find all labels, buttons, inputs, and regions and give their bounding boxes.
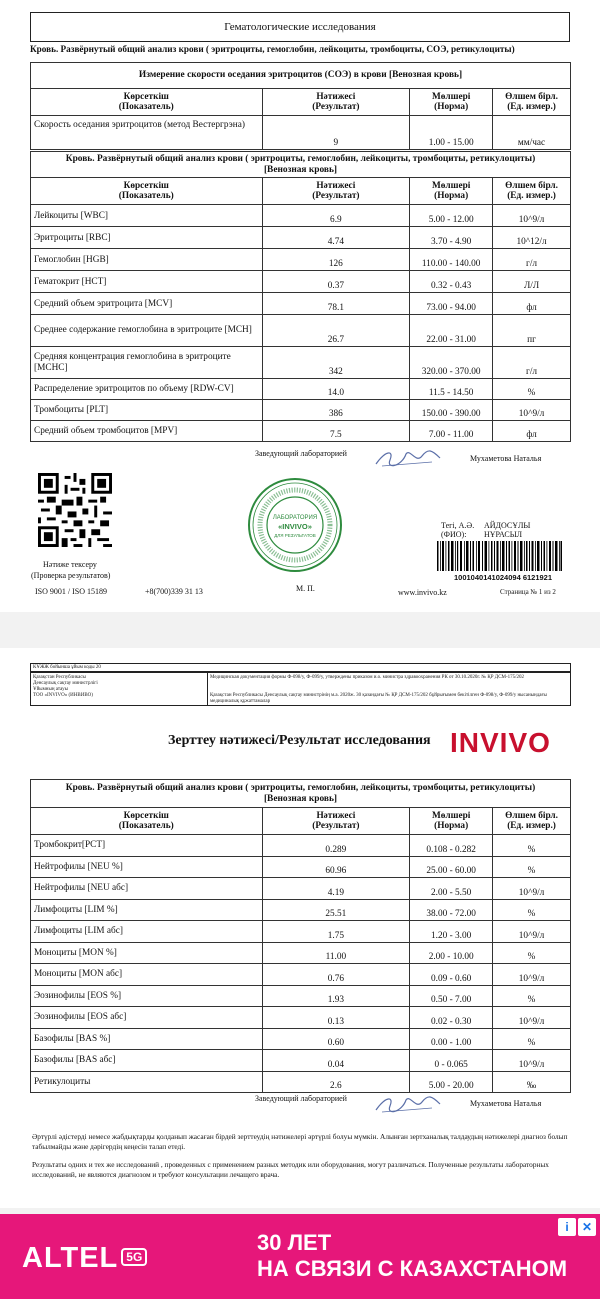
page-number: Страница № 1 из 2 bbox=[500, 588, 556, 596]
info-icon[interactable]: i bbox=[558, 1218, 576, 1236]
report-page-1 bbox=[0, 0, 600, 612]
blood-count-section-title-2: Кровь. Развёрнутый общий анализ крови ( эритроциты, гемоглобин, лейкоциты, тромбоциты, ретикулоциты) [Венозная кровь] bbox=[31, 780, 571, 808]
table-row: Нейтрофилы [NEU абс] 4.19 2.00 - 5.50 10^9/л bbox=[31, 878, 571, 900]
table-row: Тромбокрит[PCT] 0.289 0.108 - 0.282 % bbox=[31, 835, 571, 857]
head-of-lab-label-2: Заведующий лабораторией bbox=[255, 1094, 347, 1103]
patient-label-kz: Тегі, А.Ә. bbox=[441, 521, 475, 530]
head-of-lab-name: Мухаметова Наталья bbox=[470, 454, 542, 463]
table-row: Лимфоциты [LIM %] 25.51 38.00 - 72.00 % bbox=[31, 899, 571, 921]
head-of-lab-name-2: Мухаметова Наталья bbox=[470, 1099, 542, 1108]
table-row: Среднее содержание гемоглобина в эритроците [MCH] 26.7 22.00 - 31.00 пг bbox=[31, 315, 571, 347]
altel-logo: ALTEL 5G bbox=[22, 1242, 147, 1275]
svg-text:ДЛЯ РЕЗУЛЬТАТОВ: ДЛЯ РЕЗУЛЬТАТОВ bbox=[274, 533, 316, 538]
table-row: Лимфоциты [LIM абс] 1.75 1.20 - 3.00 10^9/л bbox=[31, 921, 571, 943]
qr-caption-ru: (Проверка результатов) bbox=[31, 571, 111, 580]
ad-headline-line1: 30 ЛЕТ bbox=[257, 1230, 332, 1255]
table-row: Моноциты [MON %] 11.00 2.00 - 10.00 % bbox=[31, 942, 571, 964]
barcode-image bbox=[437, 541, 562, 571]
table-row: Моноциты [MON абс] 0.76 0.09 - 0.60 10^9/л bbox=[31, 964, 571, 986]
table-row: Ретикулоциты 2.6 5.00 - 20.00 ‰ bbox=[31, 1071, 571, 1093]
table-row: Эозинофилы [EOS абс] 0.13 0.02 - 0.30 10^9/л bbox=[31, 1007, 571, 1029]
blood-count-section-title: Кровь. Развёрнутый общий анализ крови ( эритроциты, гемоглобин, лейкоциты, тромбоциты, ретикулоциты) [Венозная кровь] bbox=[31, 152, 571, 178]
soe-table bbox=[30, 62, 571, 150]
page-title: Гематологические исследования bbox=[30, 12, 570, 42]
soe-section-title: Измерение скорости оседания эритроцитов (СОЭ) в крови [Венозная кровь] bbox=[31, 63, 571, 89]
signature-image bbox=[372, 444, 444, 470]
table-row: Гематокрит [HCT] 0.37 0.32 - 0.43 Л/Л bbox=[31, 271, 571, 293]
table-row: Распределение эритроцитов по объему [RDW-CV] 14.0 11.5 - 14.50 % bbox=[31, 379, 571, 400]
table-row: Нейтрофилы [NEU %] 60.96 25.00 - 60.00 % bbox=[31, 856, 571, 878]
table-row: Средняя концентрация гемоглобина в эритроците [MCHC] 342 320.00 - 370.00 г/л bbox=[31, 347, 571, 379]
svg-text:«INVIVO»: «INVIVO» bbox=[278, 522, 312, 531]
ad-banner[interactable] bbox=[0, 1214, 600, 1299]
blood-count-table bbox=[30, 151, 571, 442]
disclaimer-kz: Әртүрлі әдістерді немесе жабдықтарды қолданып жасаған бірдей зерттеудің нәтижелері әртүрлі болуы мүмкін. Алынған зертханалық талдаудың нәтижелері диагноз болып табылмайды және дәрігердің кеңесін талап етеді. bbox=[32, 1132, 568, 1151]
phone-label: +8(700)339 31 13 bbox=[145, 587, 203, 596]
lab-stamp-image bbox=[247, 477, 343, 573]
head-of-lab-label: Заведующий лабораторией bbox=[255, 449, 347, 458]
stamp-place-label: М. П. bbox=[296, 584, 315, 593]
table-header-row: Көрсеткіш (Показатель) Нәтижесі (Результат) Мөлшері (Норма) Өлшем бірл. (Ед. измер.) bbox=[31, 178, 571, 205]
barcode-number: 1001040141024094 6121921 bbox=[454, 573, 553, 582]
ad-headline-line2: НА СВЯЗИ С КАЗАХСТАНОМ bbox=[257, 1256, 568, 1281]
table-row: Средний объем эритроцита [MCV] 78.1 73.00 - 94.00 фл bbox=[31, 293, 571, 315]
blood-count-table-2 bbox=[30, 779, 571, 1093]
table-row: Лейкоциты [WBC] 6.9 5.00 - 12.00 10^9/л bbox=[31, 205, 571, 227]
table-row: Средний объем тромбоцитов [MPV] 7.5 7.00 - 11.00 фл bbox=[31, 421, 571, 442]
table-row: Эозинофилы [EOS %] 1.93 0.50 - 7.00 % bbox=[31, 985, 571, 1007]
table-row: Базофилы [BAS абс] 0.04 0 - 0.065 10^9/л bbox=[31, 1050, 571, 1072]
table-row: Базофилы [BAS %] 0.60 0.00 - 1.00 % bbox=[31, 1028, 571, 1050]
table-row: Тромбоциты [PLT] 386 150.00 - 390.00 10^9/л bbox=[31, 400, 571, 421]
iso-label: ISO 9001 / ISO 15189 bbox=[35, 587, 108, 596]
disclaimer-ru: Результаты одних и тех же исследований , проведенных с применением разных методик или оборудования, могут различаться. Полученные результаты лабораторных исследований, не являются диагнозом и требуют консультации лечащего врача. bbox=[32, 1160, 549, 1179]
table-row: Гемоглобин [HGB] 126 110.00 - 140.00 г/л bbox=[31, 249, 571, 271]
form-code: КҰЖЖ бойынша ұйым коды 20 bbox=[33, 665, 101, 670]
analysis-subtitle: Кровь. Развёрнутый общий анализ крови ( эритроциты, гемоглобин, лейкоциты, тромбоциты, СОЭ, ретикулоциты) bbox=[30, 44, 515, 54]
table-header-row: Көрсеткіш (Показатель) Нәтижесі (Результат) Мөлшері (Норма) Өлшем бірл. (Ед. измер.) bbox=[31, 89, 571, 116]
qr-caption-kz: Нәтиже тексеру bbox=[43, 560, 97, 569]
document-approval-block: Медицинская документация формы Ф-098/у, Ф-099/у, утверждены приказом и.о. министра здравоохранения РК от 30.10.2020г. № ҚР ДСМ-175/202 Қазақстан Республикасы Денсаулық сақтау министрінің м.а. 2020ж. 30 қазандағы № ҚР ДСМ-175/202 бұйрығымен бекітілген Ф-098/у, Ф-099/у нысанындағы медициналық құжаттамалар bbox=[207, 672, 571, 706]
patient-name: НҰРАСЫЛ bbox=[484, 530, 523, 539]
website-link[interactable]: www.invivo.kz bbox=[398, 588, 447, 597]
table-row: Эритроциты [RBC] 4.74 3.70 - 4.90 10^12/л bbox=[31, 227, 571, 249]
signature-image-2 bbox=[372, 1090, 444, 1116]
table-header-row: Көрсеткіш (Показатель) Нәтижесі (Результат) Мөлшері (Норма) Өлшем бірл. (Ед. измер.) bbox=[31, 808, 571, 835]
table-row: Скорость оседания эритроцитов (метод Вестергрэна) 9 1.00 - 15.00 мм/час bbox=[31, 116, 571, 150]
invivo-logo: INVIVO bbox=[450, 727, 551, 758]
svg-text:ЛАБОРАТОРИЯ: ЛАБОРАТОРИЯ bbox=[272, 515, 318, 521]
patient-surname: АЙДОСҰЛЫ bbox=[484, 521, 531, 530]
patient-label-ru: (ФИО): bbox=[441, 530, 467, 539]
qr-code[interactable] bbox=[38, 473, 112, 547]
close-icon[interactable]: ✕ bbox=[578, 1218, 596, 1236]
result-title: Зерттеу нәтижесі/Результат исследования bbox=[168, 733, 431, 748]
ministry-block: Қазақстан Республикасы Денсаулық сақтау министрлігі Ұйымның атауы ТОО «INVIVO» (ИНВИВО) bbox=[30, 672, 208, 706]
form-header-box bbox=[30, 663, 571, 672]
